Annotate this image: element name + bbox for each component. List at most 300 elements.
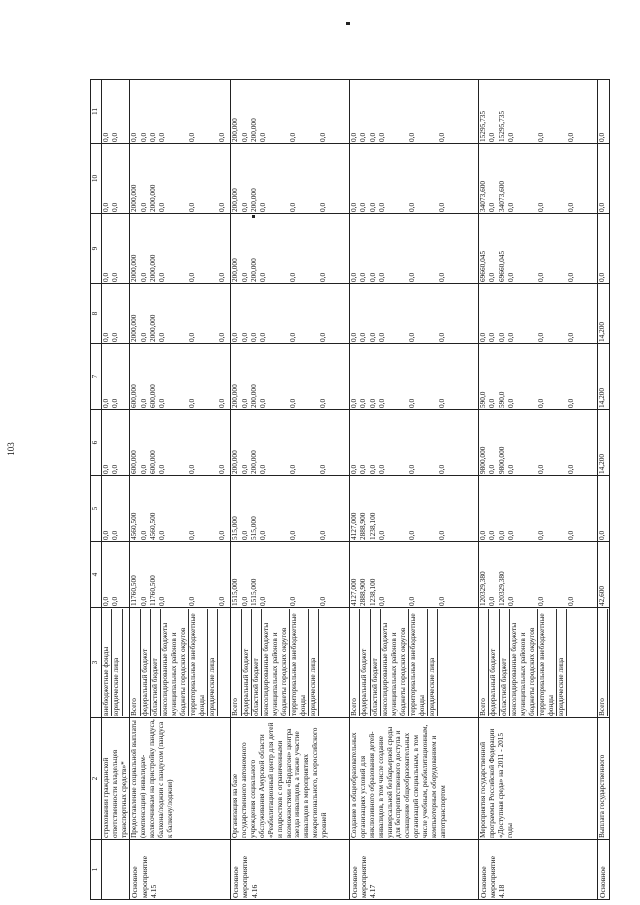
- value-cell: [130, 410, 231, 476]
- amount: 0,0: [566, 464, 576, 474]
- amount: 0,0: [566, 202, 576, 212]
- amount: 0,0: [318, 464, 328, 474]
- amount: 0,0: [101, 596, 110, 606]
- amount: 0,0: [258, 202, 268, 212]
- amount: 0,0: [217, 398, 227, 408]
- amount: 4127,000: [348, 578, 358, 606]
- amount: 69660,045: [477, 250, 487, 282]
- amount: 0,0: [217, 272, 227, 282]
- amount: 15295,735: [496, 110, 506, 142]
- value-cell: [597, 144, 609, 214]
- amount: 0,0: [487, 332, 497, 342]
- table-body: [102, 80, 610, 900]
- column-header: 10: [91, 144, 102, 214]
- amount: 200,000: [230, 384, 240, 408]
- activity-description: Создание в общеобразовательных организациях условий для инклюзивного образования детей-инвалидов, в том числе создание универсальной безбарьерной среды для беспрепятственного доступа и оснащение общеобразовательных организаций специальным, в том числе учебным, реабилитационным, компьютерным оборудованием и автотранспортом: [349, 718, 478, 840]
- amount: 69660,045: [496, 250, 506, 282]
- funding-source-label: консолидированные бюджеты муниципальных районов и бюджеты городских округов: [510, 609, 538, 716]
- value-cell: [597, 542, 609, 608]
- activity-description: страховании гражданской ответственности владельцев транспортных средств»*: [102, 718, 130, 840]
- amount: 0,0: [367, 464, 377, 474]
- header-row: [91, 80, 102, 900]
- amount: 0,0: [437, 530, 447, 540]
- amount: 0,0: [239, 464, 249, 474]
- amount: 0,0: [536, 530, 546, 540]
- amount: 0,0: [437, 132, 447, 142]
- column-header: 5: [91, 476, 102, 542]
- amount: 0,0: [258, 132, 268, 142]
- amount: 0,0: [288, 530, 298, 540]
- amount: 0,0: [101, 202, 110, 212]
- amount: 0,0: [129, 132, 139, 142]
- amount: 0,0: [110, 530, 120, 540]
- value-cell: [597, 80, 609, 144]
- amount: 0,0: [187, 596, 197, 606]
- value-cell: [597, 410, 609, 476]
- amount: 0,0: [437, 464, 447, 474]
- value-cell: [349, 214, 478, 284]
- amount: 0,0: [407, 398, 417, 408]
- value-cell: [102, 410, 130, 476]
- amount: 0,0: [101, 132, 110, 142]
- amount: 0,0: [187, 272, 197, 282]
- value-cell: [231, 144, 350, 214]
- amount: 2000,000: [129, 314, 139, 342]
- funding-source-label: консолидированные бюджеты муниципальных районов и бюджеты городских округов: [381, 609, 409, 716]
- value-cell: [349, 344, 478, 410]
- amount: 1238,100: [367, 512, 377, 540]
- amount: 0,0: [407, 596, 417, 606]
- value-cell: [478, 542, 597, 608]
- activity-description: Предоставление социальной выплаты (компенсации) инвалидам-колясочникам на пристройку пандуса, балкона/лоджии с пандусом (пандуса к балкону/лоджии): [130, 718, 231, 840]
- amount: 1515,000: [230, 578, 240, 606]
- amount: 0,0: [157, 272, 167, 282]
- amount: 0,0: [566, 398, 576, 408]
- amount: 200,000: [230, 258, 240, 282]
- column-header: 11: [91, 80, 102, 144]
- amount: 0,0: [566, 132, 576, 142]
- amount: 200,000: [230, 118, 240, 142]
- amount: 0,0: [596, 202, 606, 212]
- value-cell: [231, 476, 350, 542]
- amount: 0,0: [536, 464, 546, 474]
- amount: 0,0: [157, 530, 167, 540]
- amount: 0,0: [487, 596, 497, 606]
- amount: 0,0: [110, 132, 120, 142]
- value-cell: [349, 542, 478, 608]
- amount: 0,0: [187, 398, 197, 408]
- amount: 2888,900: [358, 512, 368, 540]
- value-cell: [130, 344, 231, 410]
- amount: 11760,500: [148, 575, 158, 606]
- activity-code: Основное мероприятие 4.18: [478, 840, 597, 900]
- amount: 0,0: [487, 398, 497, 408]
- amount: 0,0: [487, 530, 497, 540]
- value-cell: [130, 214, 231, 284]
- amount: 0,0: [248, 332, 258, 342]
- funding-source-label: федеральный бюджет: [489, 609, 499, 716]
- funding-source-label: областной бюджет: [500, 609, 510, 716]
- amount: 0,0: [157, 398, 167, 408]
- amount: 0,0: [487, 132, 497, 142]
- amount: 0,0: [318, 398, 328, 408]
- amount: 200,000: [230, 450, 240, 474]
- amount: 0,0: [318, 272, 328, 282]
- amount: 0,0: [138, 530, 148, 540]
- amount: 0,0: [506, 596, 516, 606]
- amount: 0,0: [288, 272, 298, 282]
- value-cell: [102, 476, 130, 542]
- amount: 0,0: [437, 272, 447, 282]
- amount: 15295,735: [477, 110, 487, 142]
- amount: 0,0: [288, 132, 298, 142]
- amount: 600,000: [148, 384, 158, 408]
- amount: 590,0: [477, 391, 487, 408]
- funding-source-label: федеральный бюджет: [242, 609, 252, 716]
- funding-source-label: территориальные внебюджетные фонды: [409, 609, 428, 716]
- amount: 0,0: [239, 596, 249, 606]
- funding-source-label: федеральный бюджет: [360, 609, 370, 716]
- funding-sources: [130, 608, 231, 718]
- amount: 0,0: [288, 464, 298, 474]
- amount: 0,0: [217, 464, 227, 474]
- value-cell: [597, 476, 609, 542]
- amount: 0,0: [358, 398, 368, 408]
- funding-source-label: территориальные внебюджетные фонды: [538, 609, 557, 716]
- amount: 0,0: [407, 272, 417, 282]
- amount: 0,0: [496, 332, 506, 342]
- activity-code: Основное мероприятие 4.15: [130, 840, 231, 900]
- amount: 34073,600: [496, 180, 506, 212]
- funding-source-label: юридические лица: [112, 609, 122, 716]
- amount: 0,0: [506, 132, 516, 142]
- amount: 9800,000: [477, 446, 487, 474]
- amount: 0,0: [407, 332, 417, 342]
- amount: 0,0: [566, 272, 576, 282]
- funding-source-label: федеральный бюджет: [141, 609, 151, 716]
- column-header: 2: [91, 718, 102, 840]
- value-cell: [231, 80, 350, 144]
- amount: 0,0: [437, 398, 447, 408]
- amount: 0,0: [496, 530, 506, 540]
- funding-sources: [478, 608, 597, 718]
- amount: 0,0: [487, 272, 497, 282]
- amount: 0,0: [377, 272, 387, 282]
- scan-mark: [346, 22, 350, 25]
- amount: 0,0: [148, 132, 158, 142]
- amount: 4127,000: [348, 512, 358, 540]
- value-cell: [102, 542, 130, 608]
- amount: 0,0: [110, 332, 120, 342]
- amount: 0,0: [239, 332, 249, 342]
- amount: 0,0: [377, 530, 387, 540]
- funding-source-label: областной бюджет: [151, 609, 161, 716]
- amount: 0,0: [477, 530, 487, 540]
- value-cell: [349, 80, 478, 144]
- amount: 0,0: [407, 530, 417, 540]
- funding-source-label: внебюджетные фонды: [102, 609, 112, 716]
- amount: 0,0: [358, 464, 368, 474]
- amount: 0,0: [110, 398, 120, 408]
- funding-source-label: Всего: [350, 609, 360, 716]
- amount: 200,000: [248, 384, 258, 408]
- amount: 0,0: [358, 202, 368, 212]
- amount: 0,0: [138, 202, 148, 212]
- funding-source-label: консолидированные бюджеты муниципальных районов и бюджеты городских округов: [161, 609, 189, 716]
- amount: 0,0: [566, 530, 576, 540]
- amount: 0,0: [348, 202, 358, 212]
- funding-source-label: территориальные внебюджетные фонды: [189, 609, 208, 716]
- value-cell: [130, 144, 231, 214]
- amount: 0,0: [187, 464, 197, 474]
- amount: 0,0: [407, 464, 417, 474]
- table-row: [102, 80, 130, 900]
- amount: 0,0: [377, 596, 387, 606]
- amount: 0,0: [506, 530, 516, 540]
- amount: 0,0: [101, 530, 110, 540]
- amount: 0,0: [157, 132, 167, 142]
- value-cell: [130, 476, 231, 542]
- amount: 0,0: [318, 332, 328, 342]
- amount: 0,0: [318, 132, 328, 142]
- funding-source-label: областной бюджет: [252, 609, 262, 716]
- value-cell: [597, 284, 609, 344]
- amount: 0,0: [377, 332, 387, 342]
- activity-code: Основное: [597, 840, 609, 900]
- amount: 0,0: [187, 202, 197, 212]
- column-header: 8: [91, 284, 102, 344]
- amount: 0,0: [318, 530, 328, 540]
- amount: 0,0: [367, 272, 377, 282]
- amount: 0,0: [367, 398, 377, 408]
- funding-source-label: областной бюджет: [371, 609, 381, 716]
- column-header: 1: [91, 840, 102, 900]
- amount: 0,0: [348, 132, 358, 142]
- amount: 0,0: [506, 464, 516, 474]
- amount: 0,0: [157, 202, 167, 212]
- amount: 0,0: [437, 202, 447, 212]
- amount: 0,0: [377, 464, 387, 474]
- amount: 0,0: [157, 464, 167, 474]
- amount: 0,0: [506, 272, 516, 282]
- amount: 14,200: [596, 453, 606, 474]
- value-cell: [597, 344, 609, 410]
- amount: 0,0: [217, 132, 227, 142]
- value-cell: [478, 476, 597, 542]
- amount: 0,0: [536, 202, 546, 212]
- funding-source-label: Всего: [598, 609, 608, 716]
- amount: 2000,000: [129, 184, 139, 212]
- value-cell: [102, 214, 130, 284]
- amount: 2000,000: [129, 254, 139, 282]
- amount: 0,0: [536, 332, 546, 342]
- amount: 0,0: [536, 132, 546, 142]
- table-row: [597, 80, 609, 900]
- value-cell: [478, 80, 597, 144]
- funding-sources: [231, 608, 350, 718]
- funding-source-label: юридические лица: [428, 609, 438, 716]
- amount: 0,0: [101, 398, 110, 408]
- column-header: 7: [91, 344, 102, 410]
- amount: 0,0: [187, 332, 197, 342]
- column-header: 6: [91, 410, 102, 476]
- amount: 0,0: [487, 464, 497, 474]
- amount: 0,0: [258, 596, 268, 606]
- funding-sources: [102, 608, 130, 718]
- amount: 0,0: [566, 596, 576, 606]
- amount: 0,0: [187, 132, 197, 142]
- activity-code: Основное мероприятие 4.17: [349, 840, 478, 900]
- table-row: [130, 80, 231, 900]
- value-cell: [130, 284, 231, 344]
- activity-description: Выплата государственного: [597, 718, 609, 840]
- amount: 0,0: [596, 132, 606, 142]
- amount: 2000,000: [148, 314, 158, 342]
- amount: 2000,000: [148, 184, 158, 212]
- amount: 0,0: [367, 332, 377, 342]
- amount: 11760,500: [129, 575, 139, 606]
- amount: 0,0: [217, 596, 227, 606]
- amount: 0,0: [239, 398, 249, 408]
- value-cell: [102, 144, 130, 214]
- amount: 0,0: [138, 132, 148, 142]
- value-cell: [478, 284, 597, 344]
- amount: 515,000: [248, 516, 258, 540]
- funding-source-label: территориальные внебюджетные фонды: [290, 609, 309, 716]
- amount: 0,0: [318, 202, 328, 212]
- amount: 0,0: [239, 202, 249, 212]
- amount: 0,0: [138, 272, 148, 282]
- rotated-table-wrapper: [90, 80, 610, 900]
- value-cell: [478, 344, 597, 410]
- amount: 0,0: [536, 596, 546, 606]
- amount: 9800,000: [496, 446, 506, 474]
- amount: 0,0: [477, 332, 487, 342]
- amount: 0,0: [377, 132, 387, 142]
- funding-source-label: юридические лица: [557, 609, 567, 716]
- amount: 4560,500: [129, 512, 139, 540]
- amount: 0,0: [239, 530, 249, 540]
- amount: 0,0: [596, 272, 606, 282]
- funding-sources: [597, 608, 609, 718]
- activity-description: Мероприятия государственной программы Российской Федерации «Доступная среда» на 2011 - 2015 годы: [478, 718, 597, 840]
- amount: 0,0: [506, 202, 516, 212]
- amount: 200,000: [248, 118, 258, 142]
- amount: 0,0: [437, 596, 447, 606]
- amount: 0,0: [138, 398, 148, 408]
- amount: 0,0: [407, 202, 417, 212]
- value-cell: [478, 214, 597, 284]
- amount: 2888,900: [358, 578, 368, 606]
- page-number: 103: [5, 442, 16, 456]
- amount: 0,0: [566, 332, 576, 342]
- value-cell: [478, 144, 597, 214]
- amount: 0,0: [487, 202, 497, 212]
- amount: 0,0: [318, 596, 328, 606]
- amount: 0,0: [157, 332, 167, 342]
- column-header: 4: [91, 542, 102, 608]
- value-cell: [478, 410, 597, 476]
- funding-source-label: юридические лица: [208, 609, 218, 716]
- table-row: [231, 80, 350, 900]
- amount: 0,0: [110, 272, 120, 282]
- amount: 0,0: [217, 530, 227, 540]
- amount: 0,0: [367, 132, 377, 142]
- value-cell: [231, 542, 350, 608]
- amount: 0,0: [138, 464, 148, 474]
- amount: 0,0: [258, 272, 268, 282]
- value-cell: [349, 476, 478, 542]
- activity-description: Организация на базе государственного автономного учреждения социального обслуживания Амурской области «Реабилитационный центр для детей и подростков с ограниченными возможностями «Бардагон» центра заезда инвалидов, а также участие инвалидов в мероприятиях межрегионального, всероссийского уровней: [231, 718, 350, 840]
- amount: 0,0: [358, 272, 368, 282]
- amount: 0,0: [110, 202, 120, 212]
- amount: 0,0: [358, 132, 368, 142]
- amount: 0,0: [187, 530, 197, 540]
- amount: 14,200: [596, 321, 606, 342]
- amount: 0,0: [358, 332, 368, 342]
- amount: 14,200: [596, 387, 606, 408]
- funding-source-label: Всего: [479, 609, 489, 716]
- value-cell: [130, 80, 231, 144]
- amount: 0,0: [348, 464, 358, 474]
- amount: 590,0: [496, 391, 506, 408]
- amount: 0,0: [288, 202, 298, 212]
- amount: 120329,380: [477, 571, 487, 606]
- amount: 0,0: [407, 132, 417, 142]
- amount: 200,000: [248, 188, 258, 212]
- amount: 0,0: [367, 202, 377, 212]
- amount: 0,0: [138, 596, 148, 606]
- amount: 200,000: [230, 188, 240, 212]
- amount: 0,0: [110, 596, 120, 606]
- value-cell: [231, 344, 350, 410]
- amount: 600,000: [129, 450, 139, 474]
- value-cell: [349, 284, 478, 344]
- amount: 0,0: [437, 332, 447, 342]
- amount: 0,0: [258, 398, 268, 408]
- amount: 0,0: [101, 464, 110, 474]
- table-row: [478, 80, 597, 900]
- amount: 0,0: [101, 332, 110, 342]
- amount: 0,0: [288, 332, 298, 342]
- amount: 0,0: [258, 464, 268, 474]
- value-cell: [597, 214, 609, 284]
- amount: 0,0: [377, 398, 387, 408]
- amount: 0,0: [217, 202, 227, 212]
- amount: 0,0: [377, 202, 387, 212]
- amount: 0,0: [506, 332, 516, 342]
- amount: 515,000: [230, 516, 240, 540]
- value-cell: [231, 214, 350, 284]
- value-cell: [349, 144, 478, 214]
- value-cell: [130, 542, 231, 608]
- value-cell: [349, 410, 478, 476]
- amount: 0,0: [536, 398, 546, 408]
- amount: 0,0: [239, 272, 249, 282]
- amount: 0,0: [110, 464, 120, 474]
- amount: 0,0: [348, 398, 358, 408]
- funding-source-label: Всего: [231, 609, 241, 716]
- amount: 1238,100: [367, 578, 377, 606]
- activity-code: Основное мероприятие 4.16: [231, 840, 350, 900]
- funding-source-label: юридические лица: [309, 609, 319, 716]
- value-cell: [231, 410, 350, 476]
- amount: 120329,380: [496, 571, 506, 606]
- activity-code: [102, 840, 130, 900]
- value-cell: [102, 80, 130, 144]
- amount: 0,0: [217, 332, 227, 342]
- amount: 0,0: [101, 272, 110, 282]
